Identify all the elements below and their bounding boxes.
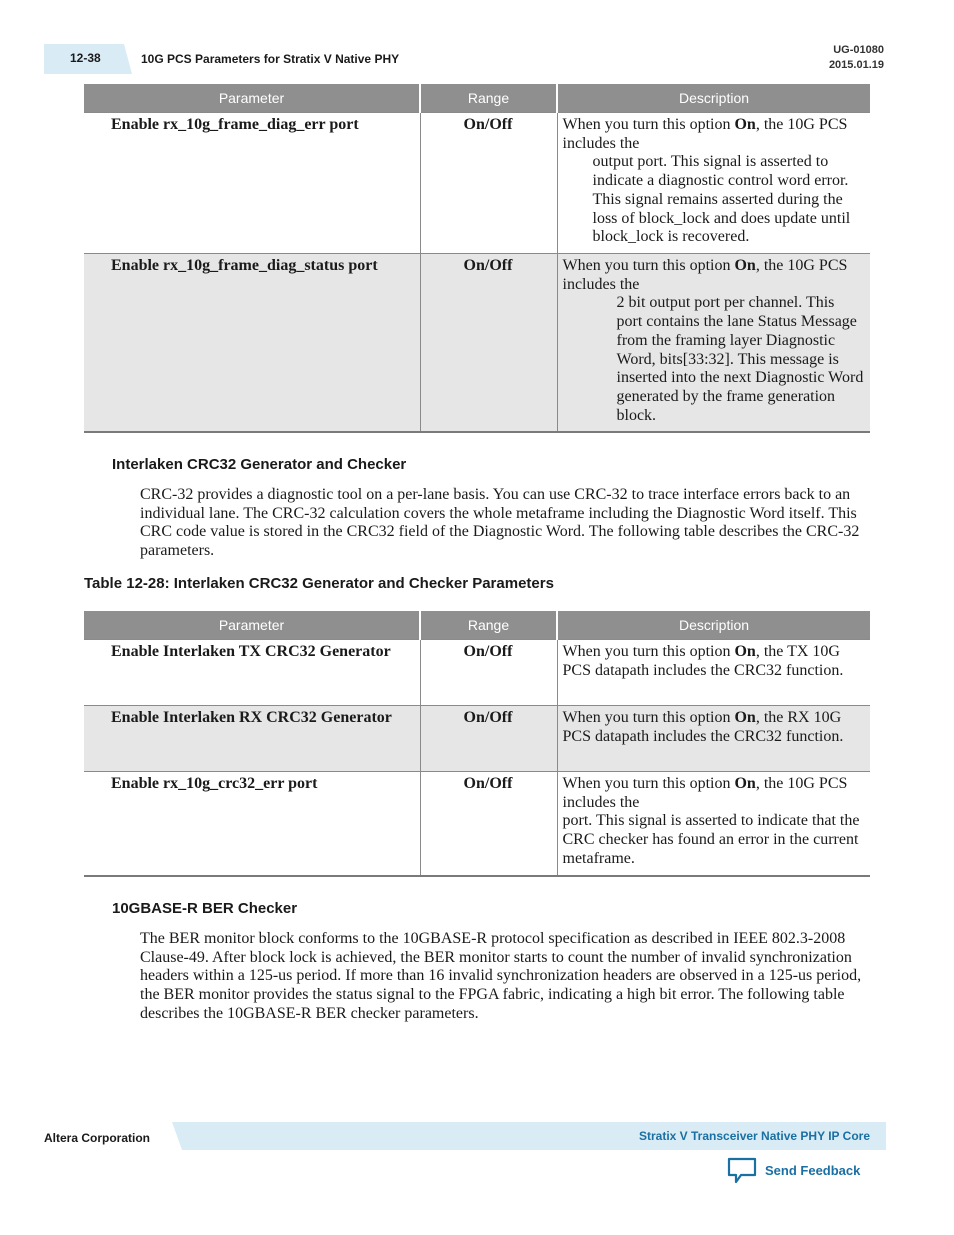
footer-doc-title-link[interactable]: Stratix V Transceiver Native PHY IP Core	[638, 1129, 870, 1143]
parameter-range: On/Off	[420, 254, 557, 432]
parameter-description	[557, 113, 870, 254]
description-bold: On	[734, 775, 756, 792]
parameter-description	[557, 772, 870, 876]
column-header-parameter: Parameter	[84, 84, 420, 113]
parameter-range: On/Off	[420, 640, 557, 706]
column-header-parameter: Parameter	[84, 611, 420, 640]
description-text: When you turn this option	[562, 257, 735, 274]
parameter-name: Enable rx_10g_frame_diag_err port	[84, 113, 420, 254]
parameter-range: On/Off	[420, 706, 557, 772]
crc32-parameters-table	[84, 611, 870, 877]
parameter-range: On/Off	[420, 772, 557, 876]
description-bold: On	[734, 643, 756, 660]
speech-bubble-icon	[726, 1156, 758, 1186]
crc32-paragraph: CRC-32 provides a diagnostic tool on a per-lane basis. You can use CRC-32 to trace interface errors back to an individual lane. The CRC-32 calculation covers the whole metaframe including the Diagnostic Word itself. This CRC code value is stored in the CRC32 field of the Diagnostic Word. The following table describes the CRC-32 parameters.	[140, 486, 860, 560]
document-id-block	[829, 43, 884, 73]
column-header-range: Range	[420, 611, 557, 640]
description-bold: On	[734, 709, 756, 726]
parameter-name: Enable rx_10g_frame_diag_status port	[84, 254, 420, 432]
description-text: When you turn this option	[562, 643, 735, 660]
description-bold: On	[734, 116, 756, 133]
table-header-row	[84, 611, 870, 640]
parameter-range: On/Off	[420, 113, 557, 254]
parameter-name: Enable Interlaken RX CRC32 Generator	[84, 706, 420, 772]
description-text: 2 bit output port per channel. This port contains the lane Status Message from the framing layer Diagnostic Word, bits[33:32]. This message is inserted into the next Diagnostic Word generated by the frame generation block.	[616, 294, 864, 424]
footer-company: Altera Corporation	[44, 1131, 151, 1145]
parameter-description	[557, 640, 870, 706]
description-text: , the 10G PCS includes the	[562, 775, 848, 811]
table-header-row	[84, 84, 870, 113]
section-heading-crc32: Interlaken CRC32 Generator and Checker	[112, 456, 407, 473]
parameter-description	[557, 254, 870, 432]
table-row	[84, 706, 870, 772]
column-header-range: Range	[420, 84, 557, 113]
description-text: When you turn this option	[562, 775, 735, 792]
running-header-title: 10G PCS Parameters for Stratix V Native PHY	[141, 52, 400, 66]
table-row	[84, 113, 870, 254]
description-text: , the TX 10G PCS datapath includes the CRC32 function.	[562, 643, 844, 679]
description-text: , the 10G PCS includes the	[562, 116, 848, 152]
send-feedback-label: Send Feedback	[765, 1162, 861, 1178]
section-heading-ber: 10GBASE-R BER Checker	[112, 900, 298, 917]
parameter-description	[557, 706, 870, 772]
description-text: When you turn this option	[562, 709, 735, 726]
send-feedback-link[interactable]	[726, 1156, 860, 1186]
ber-paragraph: The BER monitor block conforms to the 10GBASE-R protocol specification as described in IEEE 802.3-2008 Clause-49. After block lock is achieved, the BER monitor starts to count the number of invalid synchronization headers within a 125-us period. If more than 16 invalid synchronization headers are observed in a 125-us period, the BER monitor provides the status signal to the FPGA fabric, indicating a high bit error. The following table describes the 10GBASE-R BER checker parameters.	[140, 930, 862, 1022]
document-id: UG-01080	[833, 44, 884, 56]
description-text: , the 10G PCS includes the	[562, 257, 848, 293]
description-bold: On	[734, 257, 756, 274]
column-header-description: Description	[557, 84, 870, 113]
table-caption: Table 12-28: Interlaken CRC32 Generator and Checker Parameters	[84, 575, 554, 592]
column-header-description: Description	[557, 611, 870, 640]
description-text: output port. This signal is asserted to indicate a diagnostic control word error. This signal remains asserted during the loss of block_lock and does update until block_lock is recovered.	[592, 153, 851, 246]
page-number: 12-38	[70, 51, 101, 65]
diagnostic-ports-table	[84, 84, 870, 433]
parameter-name: Enable Interlaken TX CRC32 Generator	[84, 640, 420, 706]
table-row	[84, 640, 870, 706]
description-text: When you turn this option	[562, 116, 735, 133]
document-date: 2015.01.19	[828, 59, 884, 71]
description-text: port. This signal is asserted to indicate that the CRC checker has found an error in the current metaframe.	[562, 812, 860, 867]
table-row	[84, 772, 870, 876]
parameter-name: Enable rx_10g_crc32_err port	[84, 772, 420, 876]
table-row	[84, 254, 870, 432]
description-text: , the RX 10G PCS datapath includes the CRC32 function.	[562, 709, 844, 745]
